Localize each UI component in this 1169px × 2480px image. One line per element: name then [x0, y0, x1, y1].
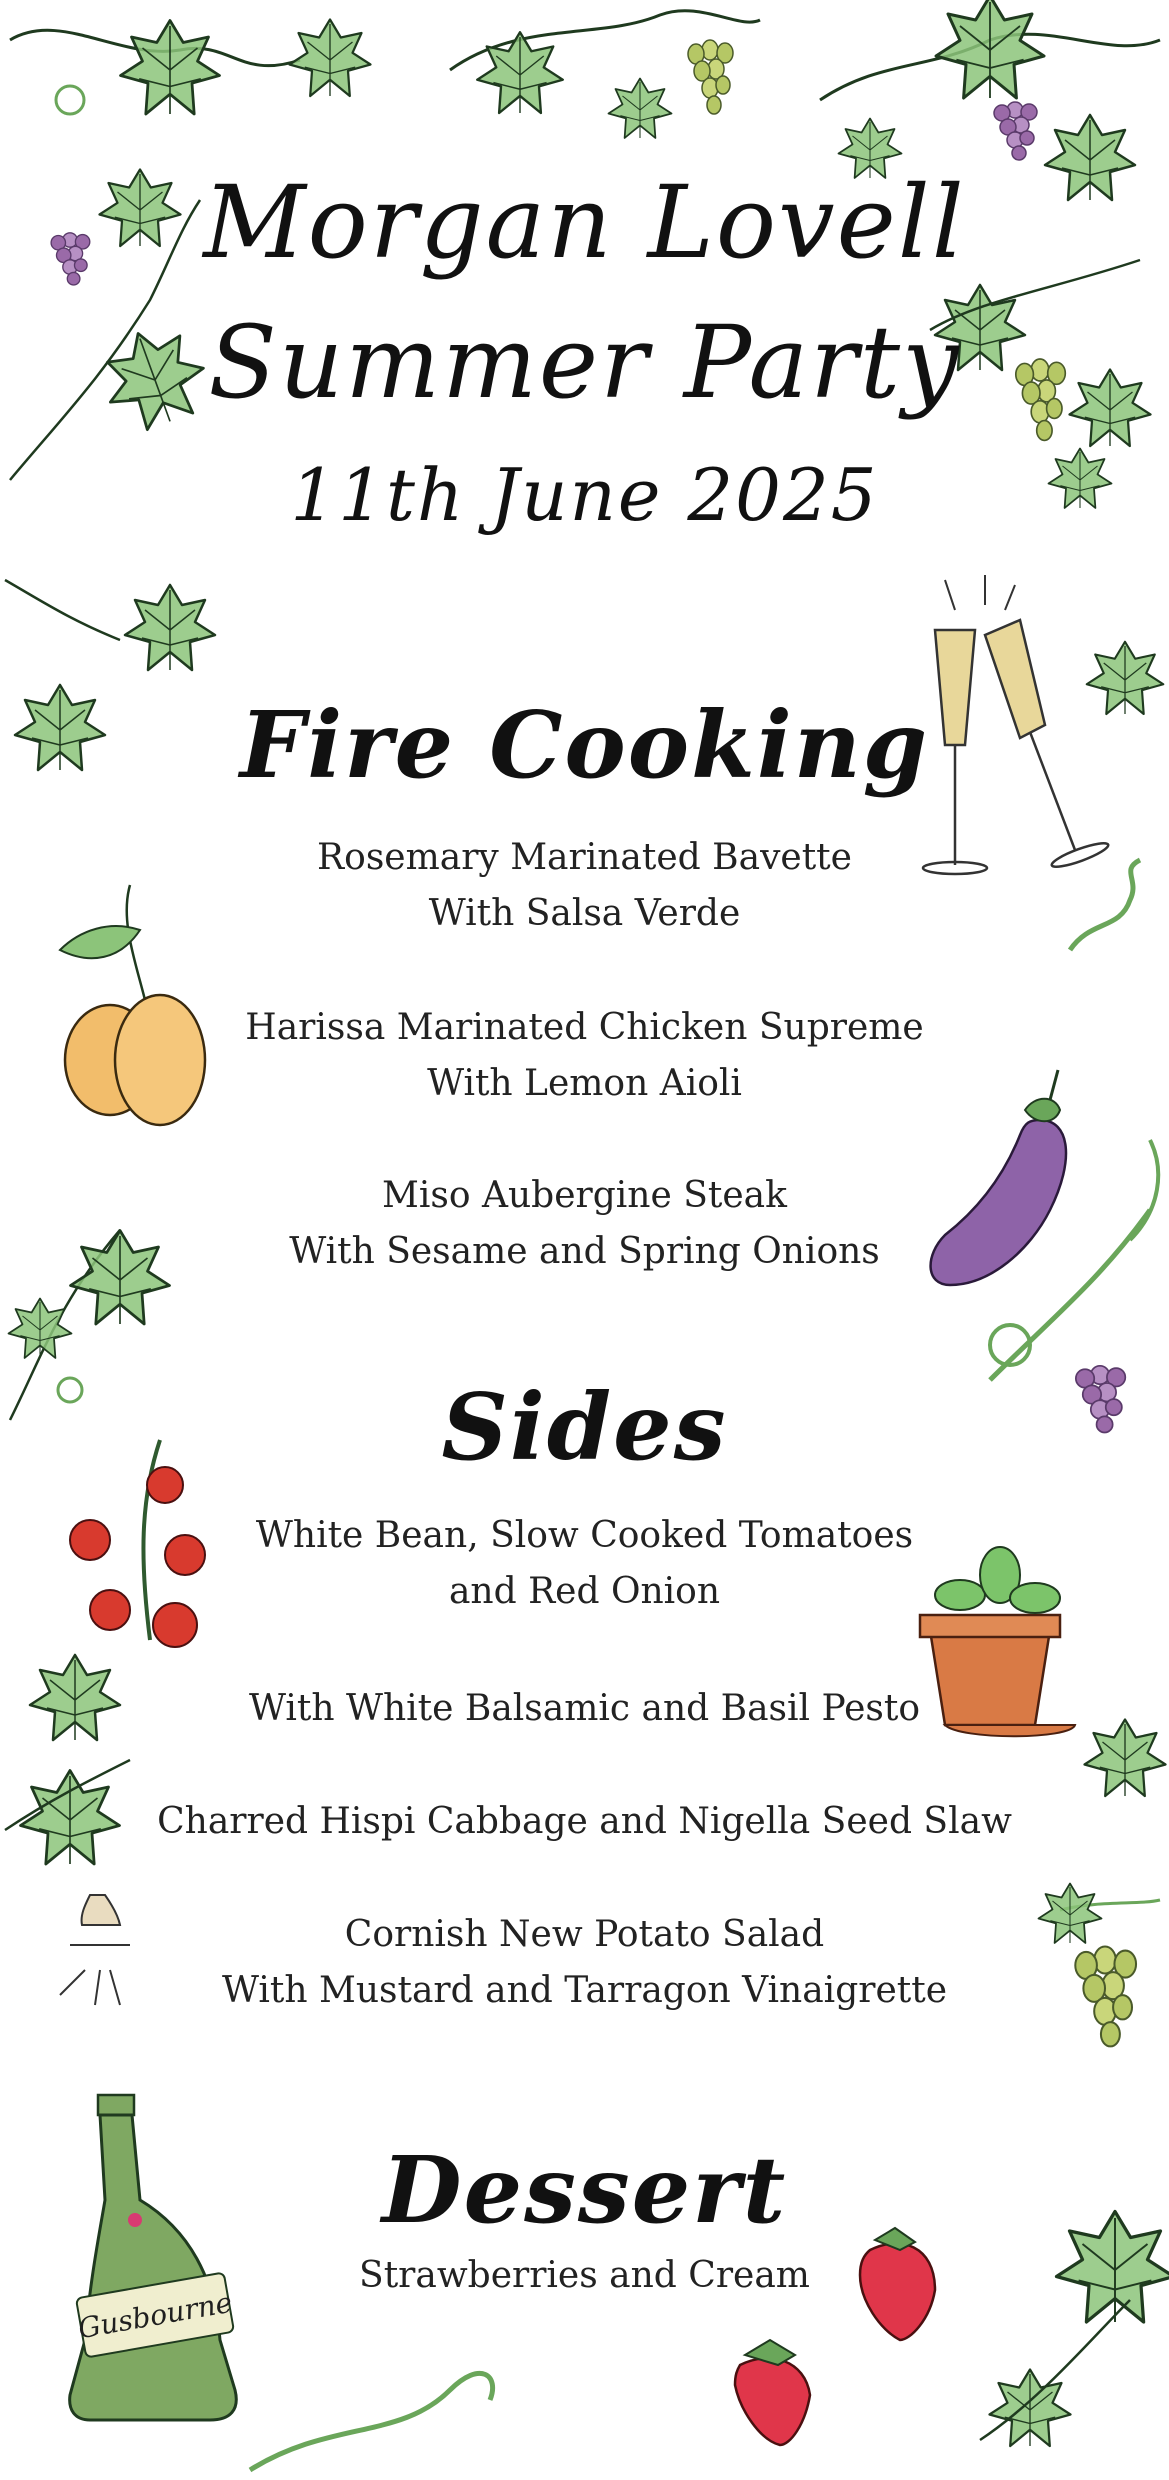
menu-item	[0, 1794, 1169, 1850]
bottom-left-vine-icon	[250, 2373, 493, 2470]
event-date: 11th June 2025	[290, 453, 879, 537]
menu-item	[0, 1907, 1169, 2019]
menu-item-accompaniment: With Sesame and Spring Onions	[289, 1231, 880, 1272]
menu-item	[0, 830, 1169, 942]
section-heading-fire-cooking: Fire Cooking	[239, 691, 930, 799]
menu-item	[0, 1000, 1169, 1112]
menu-item	[0, 1508, 1169, 1620]
section-heading-dessert: Dessert	[381, 2136, 788, 2244]
wine-bottle-label: Gusbourne	[75, 2285, 235, 2346]
menu-item-name: Rosemary Marinated Bavette	[317, 837, 852, 878]
menu-item-accompaniment: With Salsa Verde	[428, 893, 741, 934]
menu-item-name: Cornish New Potato Salad	[344, 1914, 825, 1955]
top-vine-left-icon	[10, 19, 371, 114]
menu-item-name: With White Balsamic and Basil Pesto	[248, 1688, 921, 1729]
page-title-line-2: Summer Party	[208, 304, 961, 421]
top-vine-center-icon	[450, 11, 760, 138]
menu-item	[0, 1168, 1169, 1280]
menu-item-name: Charred Hispi Cabbage and Nigella Seed Slaw	[157, 1801, 1012, 1842]
menu-item	[0, 2248, 1169, 2304]
menu-item-name: White Bean, Slow Cooked Tomatoes	[255, 1515, 914, 1556]
menu-item-name: Harissa Marinated Chicken Supreme	[245, 1007, 924, 1048]
menu-item-accompaniment: With Mustard and Tarragon Vinaigrette	[221, 1970, 947, 2011]
section-heading-sides: Sides	[441, 1373, 728, 1481]
menu-item	[0, 1681, 1169, 1737]
menu-item-name: Strawberries and Cream	[359, 2255, 810, 2296]
menu-item-name: Miso Aubergine Steak	[382, 1175, 787, 1216]
page-title-line-1: Morgan Lovell	[203, 164, 966, 281]
menu-item-accompaniment: and Red Onion	[448, 1571, 721, 1612]
menu-item-accompaniment: With Lemon Aioli	[427, 1063, 742, 1104]
bottom-right-vine-icon	[980, 2212, 1169, 2447]
